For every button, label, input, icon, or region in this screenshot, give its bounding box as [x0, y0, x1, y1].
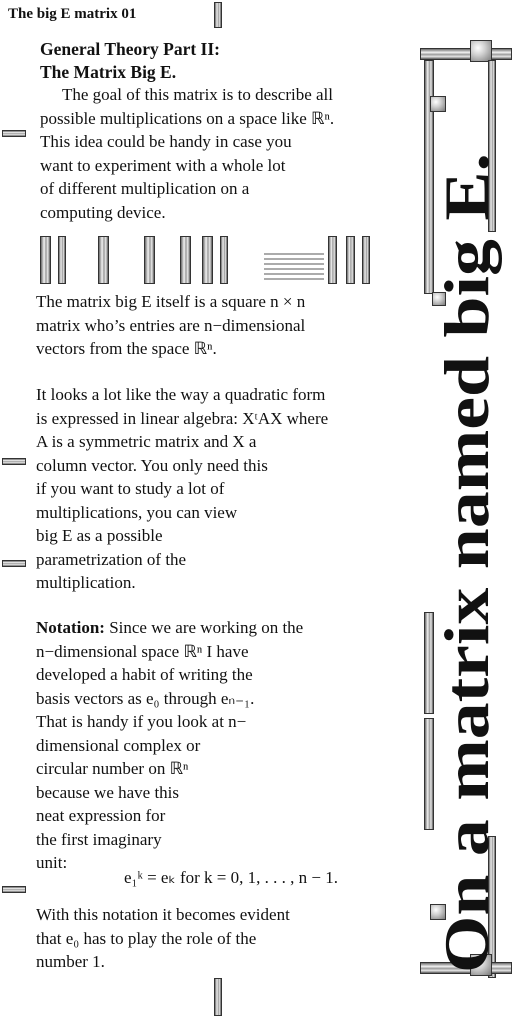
- paragraph-goal: [40, 83, 334, 224]
- chrome-corner-top: [470, 40, 492, 62]
- chrome-bar: [362, 236, 370, 284]
- chrome-tick-left-4: [2, 886, 26, 893]
- vertical-title-text: On a matrix named big E.: [431, 261, 502, 973]
- vertical-title-svg: [428, 148, 508, 978]
- text-line: developed a habit of writing the: [36, 665, 253, 684]
- text-line: This idea could be handy in case you: [40, 132, 292, 151]
- text-line: is expressed in linear algebra: XᵗAX where: [36, 408, 329, 428]
- text-line: possible multiplications on a space like ℝⁿ.: [40, 108, 335, 128]
- page-header: The big E matrix 01: [8, 6, 137, 22]
- chrome-tick-left-3: [2, 560, 26, 567]
- text-line: The goal of this matrix is to describe all: [62, 85, 333, 104]
- chrome-bar: [40, 236, 51, 284]
- chrome-bar: [144, 236, 155, 284]
- chrome-mini-grid: [264, 250, 324, 280]
- chrome-tick-left-1: [2, 130, 26, 137]
- text-line: column vector. You only need this: [36, 455, 268, 475]
- vertical-title-area: [428, 148, 508, 978]
- paragraph-quadratic-form: [36, 383, 328, 595]
- paragraph-conclusion: [36, 903, 290, 974]
- text-line: dimensional complex or: [36, 735, 201, 755]
- text-line: circular number on ℝⁿ: [36, 759, 189, 778]
- paragraph-notation: [36, 616, 303, 875]
- section-title-line2: The Matrix Big E.: [40, 62, 177, 82]
- text-line: That is handy if you look at n−: [36, 712, 247, 731]
- notation-first-line: Since we are working on the: [104, 618, 304, 637]
- formula: e₁ᵏ = eₖ for k = 0, 1, . . . , n − 1.: [124, 868, 338, 887]
- notation-label: Notation:: [36, 618, 105, 637]
- chrome-divider-top: [214, 2, 222, 28]
- text-line: that e₀ has to play the role of the: [36, 928, 257, 948]
- text-line: multiplication.: [36, 573, 136, 592]
- text-line: computing device.: [40, 202, 166, 222]
- chrome-bar: [202, 236, 213, 284]
- text-line: A is a symmetric matrix and X a: [36, 432, 257, 451]
- chrome-frame-top: [420, 48, 512, 60]
- chrome-bar: [98, 236, 109, 284]
- text-line: big E as a possible: [36, 526, 163, 545]
- text-line: unit:: [36, 853, 68, 872]
- chrome-bar: [328, 236, 337, 284]
- text-line: matrix who’s entries are n−dimensional: [36, 315, 306, 335]
- chrome-bar-row: [40, 236, 380, 284]
- chrome-tick-left-2: [2, 458, 26, 465]
- section-title-line1: General Theory Part II:: [40, 39, 220, 59]
- text-line: of different multiplication on a: [40, 179, 250, 198]
- chrome-bar: [346, 236, 355, 284]
- text-line: vectors from the space ℝⁿ.: [36, 339, 217, 358]
- chrome-bar: [180, 236, 191, 284]
- text-line: It looks a lot like the way a quadratic form: [36, 385, 326, 404]
- chrome-bar: [220, 236, 228, 284]
- text-line: number 1.: [36, 952, 105, 971]
- text-line: multiplications, you can view: [36, 502, 238, 522]
- chrome-divider-bottom: [214, 978, 222, 1016]
- text-line: basis vectors as e₀ through eₙ₋₁.: [36, 688, 255, 708]
- section-title: [40, 38, 220, 84]
- text-line: if you want to study a lot of: [36, 479, 225, 498]
- text-line: [36, 616, 303, 640]
- text-line: With this notation it becomes evident: [36, 905, 290, 924]
- text-line: n−dimensional space ℝⁿ I have: [36, 641, 249, 661]
- text-line: want to experiment with a whole lot: [40, 155, 286, 175]
- text-line: because we have this: [36, 782, 180, 802]
- chrome-bar: [58, 236, 66, 284]
- text-line: The matrix big E itself is a square n × n: [36, 292, 306, 311]
- text-line: neat expression for: [36, 806, 166, 825]
- chrome-knob-1: [430, 96, 446, 112]
- text-line: the first imaginary: [36, 829, 162, 849]
- paragraph-matrix-definition: [36, 290, 305, 361]
- text-line: parametrization of the: [36, 549, 187, 569]
